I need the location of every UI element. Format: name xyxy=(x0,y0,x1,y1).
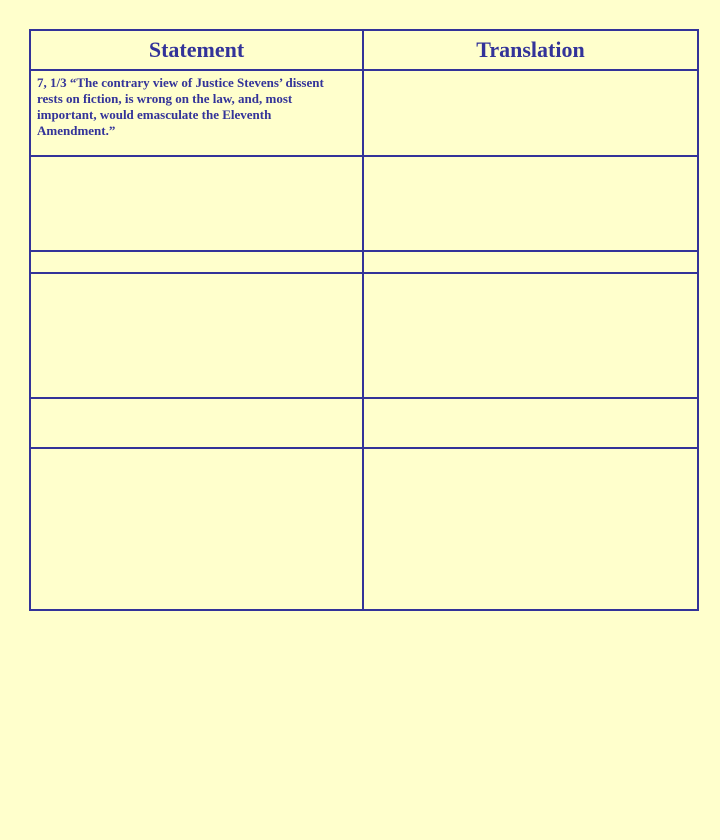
statement-cell xyxy=(30,156,363,251)
statement-text xyxy=(31,399,362,403)
table-row xyxy=(30,70,698,156)
translation-cell xyxy=(363,156,698,251)
statement-text xyxy=(31,274,362,278)
table-row xyxy=(30,251,698,273)
table-row xyxy=(30,398,698,448)
translation-cell xyxy=(363,273,698,398)
statement-cell xyxy=(30,70,363,156)
statement-cell xyxy=(30,448,363,610)
table-row xyxy=(30,448,698,610)
translation-text xyxy=(364,274,697,278)
statement-cell xyxy=(30,273,363,398)
statement-cell xyxy=(30,251,363,273)
table-header-row xyxy=(30,30,698,70)
header-translation: Translation xyxy=(363,30,698,70)
statement-cell xyxy=(30,398,363,448)
header-statement: Statement xyxy=(30,30,363,70)
translation-text xyxy=(364,449,697,453)
translation-text xyxy=(364,71,697,75)
translation-cell xyxy=(363,398,698,448)
translation-text xyxy=(364,252,697,256)
statement-text: 7, 1/3 “The contrary view of Justice Stevens’ dissent rests on fiction, is wrong on the law, and, most important, would emasculate the Eleventh Amendment.” xyxy=(37,75,324,138)
statement-text xyxy=(31,157,362,161)
translation-text xyxy=(364,399,697,403)
statement-translation-table xyxy=(29,29,699,611)
table-row xyxy=(30,273,698,398)
translation-cell xyxy=(363,448,698,610)
statement-text xyxy=(31,449,362,453)
translation-text xyxy=(364,157,697,161)
table-row xyxy=(30,156,698,251)
translation-cell xyxy=(363,70,698,156)
statement-text xyxy=(31,252,362,256)
translation-cell xyxy=(363,251,698,273)
